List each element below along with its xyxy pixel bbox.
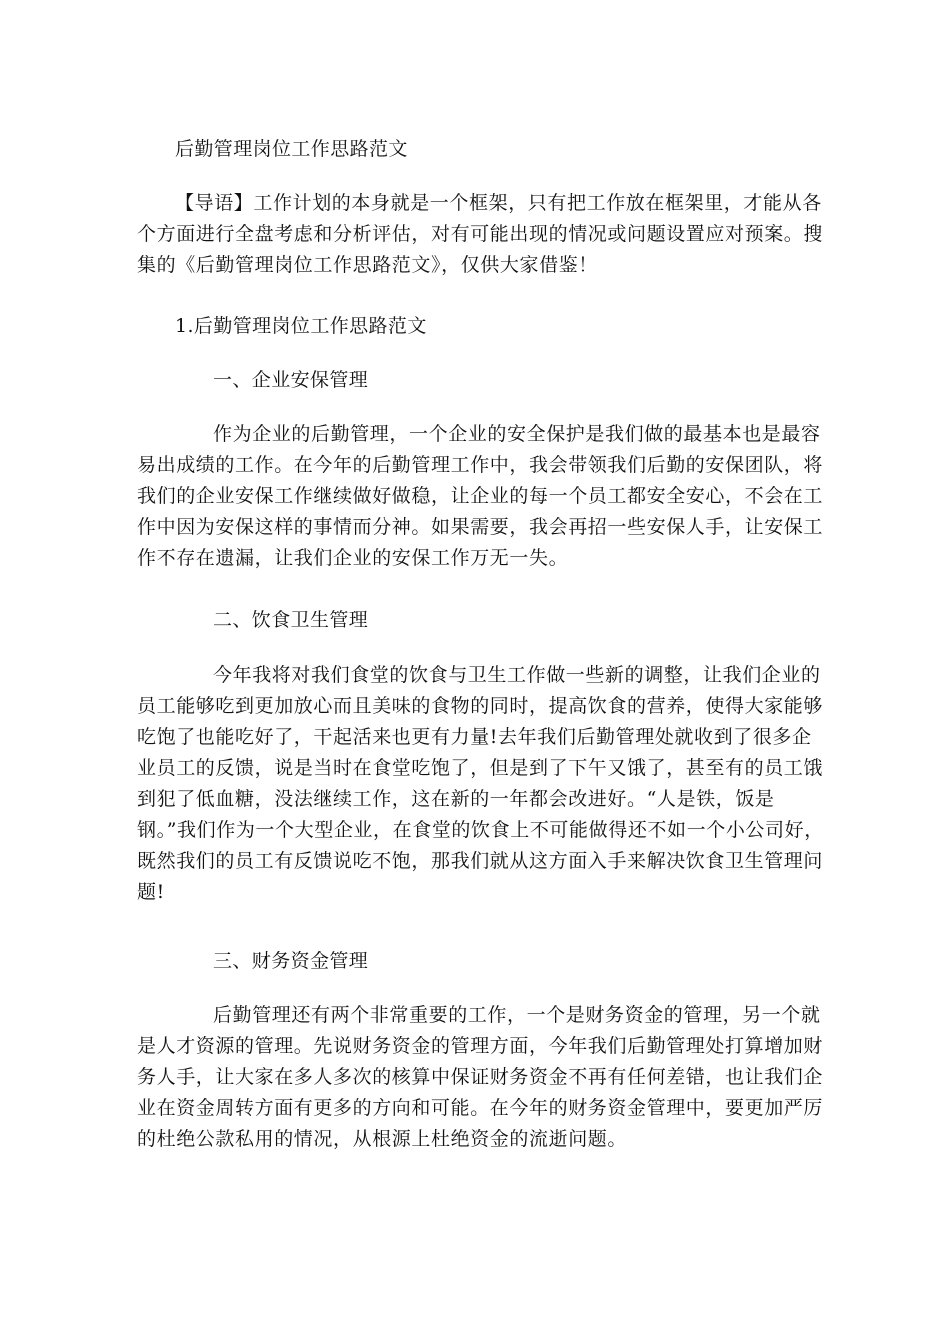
paragraph-line: 作中因为安保这样的事情而分神。如果需要，我会再招一些安保人手，让安保工: [137, 516, 824, 538]
paragraph-line: 员工能够吃到更加放心而且美味的食物的同时，提高饮食的营养，使得大家能够: [137, 695, 824, 717]
paragraph-line: 作不存在遗漏，让我们企业的安保工作万无一失。: [137, 547, 569, 569]
paragraph-line: 题!: [137, 881, 165, 903]
part-heading: 二、饮食卫生管理: [213, 609, 369, 631]
section-heading: 1.后勤管理岗位工作思路范文: [175, 315, 427, 337]
part-paragraph: [137, 419, 824, 574]
part-heading: 三、财务资金管理: [213, 950, 369, 972]
paragraph-line: 到犯了低血糖，没法继续工作，这在新的一年都会改进好。“人是铁，饭是: [137, 788, 775, 810]
paragraph-line: 我们的企业安保工作继续做好做稳，让企业的每一个员工都安全安心，不会在工: [137, 485, 824, 507]
paragraph-line: 业员工的反馈，说是当时在食堂吃饱了，但是到了下午又饿了，甚至有的员工饿: [137, 757, 824, 779]
paragraph-line: 是人才资源的管理。先说财务资金的管理方面，今年我们后勤管理处打算增加财: [137, 1035, 824, 1057]
intro-paragraph: [137, 188, 824, 281]
intro-line: 集的《后勤管理岗位工作思路范文》，仅供大家借鉴！: [137, 254, 598, 276]
part-paragraph: [137, 1000, 824, 1155]
paragraph-line: 后勤管理还有两个非常重要的工作，一个是财务资金的管理，另一个就: [213, 1004, 821, 1026]
paragraph-line: 务人手，让大家在多人多次的核算中保证财务资金不再有任何差错，也让我们企: [137, 1066, 824, 1088]
document-title: 后勤管理岗位工作思路范文: [175, 138, 408, 160]
paragraph-line: 作为企业的后勤管理，一个企业的安全保护是我们做的最基本也是最容: [213, 423, 821, 445]
intro-line: 个方面进行全盘考虑和分析评估，对有可能出现的情况或问题设置应对预案。搜: [137, 223, 824, 245]
paragraph-line: 易出成绩的工作。在今年的后勤管理工作中，我会带领我们后勤的安保团队，将: [137, 454, 824, 476]
paragraph-line: 吃饱了也能吃好了，干起活来也更有力量!去年我们后勤管理处就收到了很多企: [137, 726, 812, 748]
paragraph-line: 的杜绝公款私用的情况，从根源上杜绝资金的流逝问题。: [137, 1128, 628, 1150]
part-paragraph: [137, 660, 824, 908]
paragraph-line: 今年我将对我们食堂的饮食与卫生工作做一些新的调整，让我们企业的: [213, 664, 821, 686]
paragraph-line: 既然我们的员工有反馈说吃不饱，那我们就从这方面入手来解决饮食卫生管理问: [137, 850, 824, 872]
paragraph-line: 业在资金周转方面有更多的方向和可能。在今年的财务资金管理中，要更加严厉: [137, 1097, 824, 1119]
paragraph-line: 钢。”我们作为一个大型企业，在食堂的饮食上不可能做得还不如一个小公司好，: [137, 819, 824, 841]
part-heading: 一、企业安保管理: [213, 369, 369, 391]
intro-line: 【导语】工作计划的本身就是一个框架，只有把工作放在框架里，才能从各: [175, 192, 822, 214]
